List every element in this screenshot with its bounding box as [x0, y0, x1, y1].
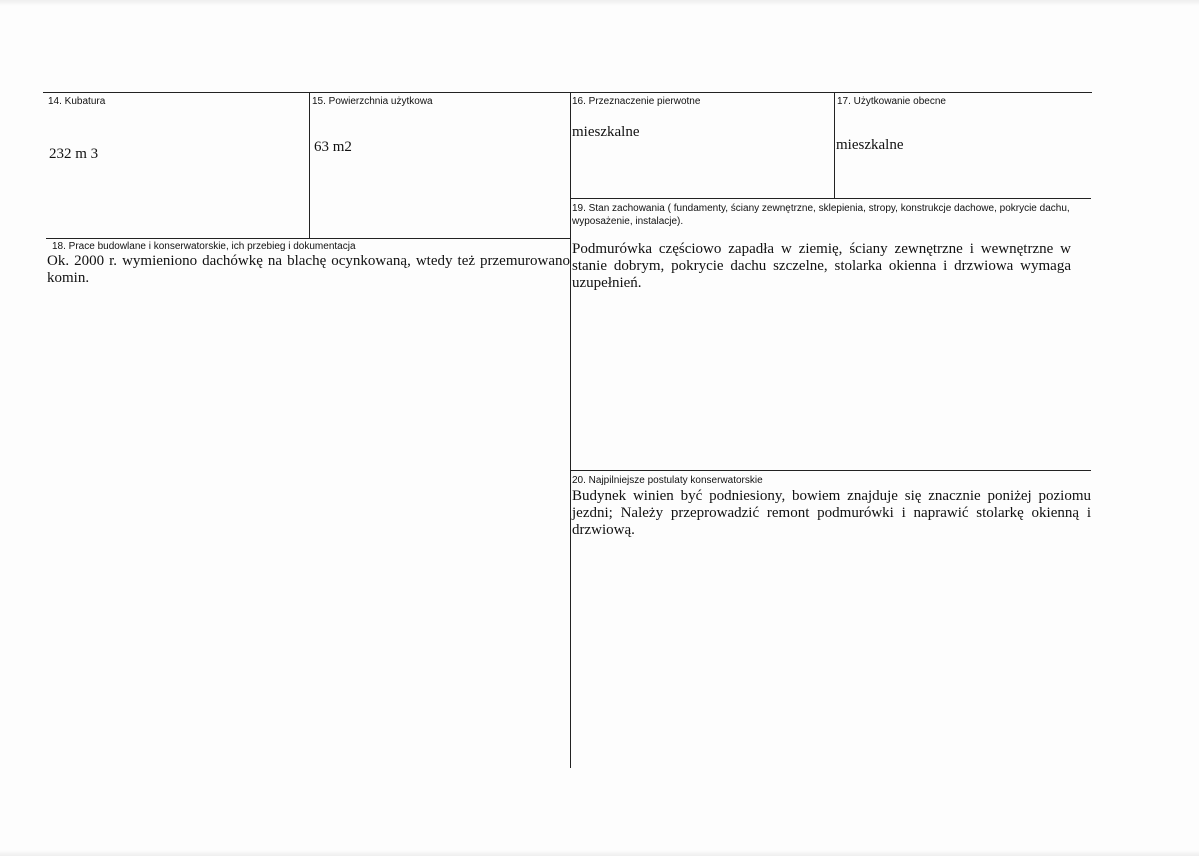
rule-18 [46, 238, 571, 239]
divider-16 [570, 92, 571, 768]
field-prace-label: 18. Prace budowlane i konserwatorskie, ich przebieg i dokumentacja [52, 241, 356, 252]
field-powierzchnia-value: 63 m2 [314, 139, 352, 155]
scan-edge-top [0, 0, 1199, 6]
rule-20 [570, 470, 1091, 471]
scan-edge-bottom [0, 850, 1199, 856]
field-postulaty-value: Budynek winien być podniesiony, bowiem znajduje się znacznie poniżej poziomu jezdni; Należy przeprowadzić remont podmurówki i naprawić stolarkę okienną i drzwiową. [572, 488, 1091, 538]
field-uzytkowanie-value: mieszkalne [836, 137, 904, 153]
field-stan-value: Podmurówka częściowo zapadła w ziemię, ściany zewnętrzne i wewnętrzne w stanie dobrym, pokrycie dachu szczelne, stolarka okienna i drzwiowa wymaga uzupełnień. [572, 241, 1071, 291]
field-postulaty-label: 20. Najpilniejsze postulaty konserwatorskie [572, 475, 763, 486]
field-przeznaczenie-value: mieszkalne [572, 124, 640, 140]
field-powierzchnia-label: 15. Powierzchnia użytkowa [312, 96, 433, 107]
field-kubatura-label: 14. Kubatura [48, 96, 106, 107]
rule-19 [570, 198, 1091, 199]
field-prace-value: Ok. 2000 r. wymieniono dachówkę na blachę ocynkowaną, wtedy też przemurowano komin. [47, 253, 570, 286]
field-stan-label: 19. Stan zachowania ( fundamenty, ściany zewnętrzne, sklepienia, stropy, konstrukcje dachowe, pokrycie dachu, wyposażenie, instalacje). [572, 203, 1070, 227]
top-rule [43, 92, 1092, 93]
field-przeznaczenie-label: 16. Przeznaczenie pierwotne [572, 96, 701, 107]
divider-17 [834, 92, 835, 198]
field-kubatura-value: 232 m 3 [49, 146, 99, 162]
field-uzytkowanie-label: 17. Użytkowanie obecne [837, 96, 946, 107]
divider-15 [309, 92, 310, 238]
